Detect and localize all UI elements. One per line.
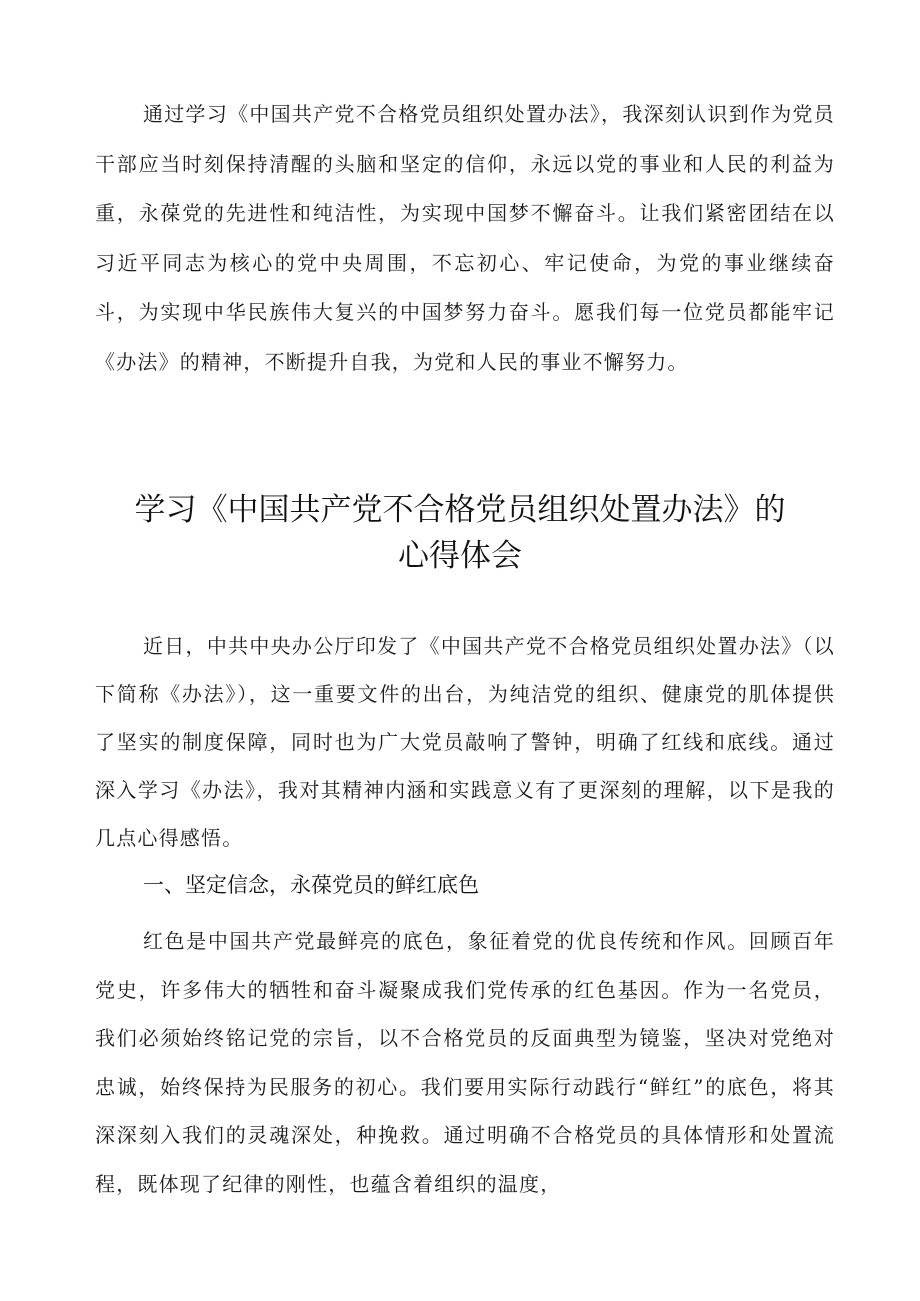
closing-paragraph: 通过学习《中国共产党不合格党员组织处置办法》，我深刻认识到作为党员干部应当时刻保持清醒的头脑和坚定的信仰，永远以党的事业和人民的利益为重，永葆党的先进性和纯洁性，为实现中国梦不懈奋斗。让我们紧密团结在以习近平同志为核心的党中央周围，不忘初心、牢记使命，为党的事业继续奋斗，为实现中华民族伟大复兴的中国梦努力奋斗。愿我们每一位党员都能牢记《办法》的精神，不断提升自我，为党和人民的事业不懈努力。: [95, 102, 835, 374]
section-heading: 一、坚定信念，永葆党员的鲜红底色: [143, 873, 479, 897]
intro-paragraph: 近日，中共中央办公厅印发了《中国共产党不合格党员组织处置办法》（以下简称《办法》），这一重要文件的出台，为纯洁党的组织、健康党的肌体提供了坚实的制度保障，同时也为广大党员敲响了警钟，明确了红线和底线。通过深入学习《办法》，我对其精神内涵和实践意义有了更深刻的理解，以下是我的几点心得感悟。: [95, 634, 835, 850]
document-title-line-2: 心得体会: [398, 538, 522, 574]
section-paragraph: 红色是中国共产党最鲜亮的底色，象征着党的优良传统和作风。回顾百年党史，许多伟大的牺牲和奋斗凝聚成我们党传承的红色基因。作为一名党员，我们必须始终铭记党的宗旨，以不合格党员的反面典型为镜鉴，坚决对党绝对忠诚，始终保持为民服务的初心。我们要用实际行动践行“鲜红”的底色，将其深深刻入我们的灵魂深处，种挽救。通过明确不合格党员的具体情形和处置流程，既体现了纪律的刚性，也蕴含着组织的温度，: [95, 929, 835, 1196]
document-title-line-1: 学习《中国共产党不合格党员组织处置办法》的: [134, 492, 786, 528]
